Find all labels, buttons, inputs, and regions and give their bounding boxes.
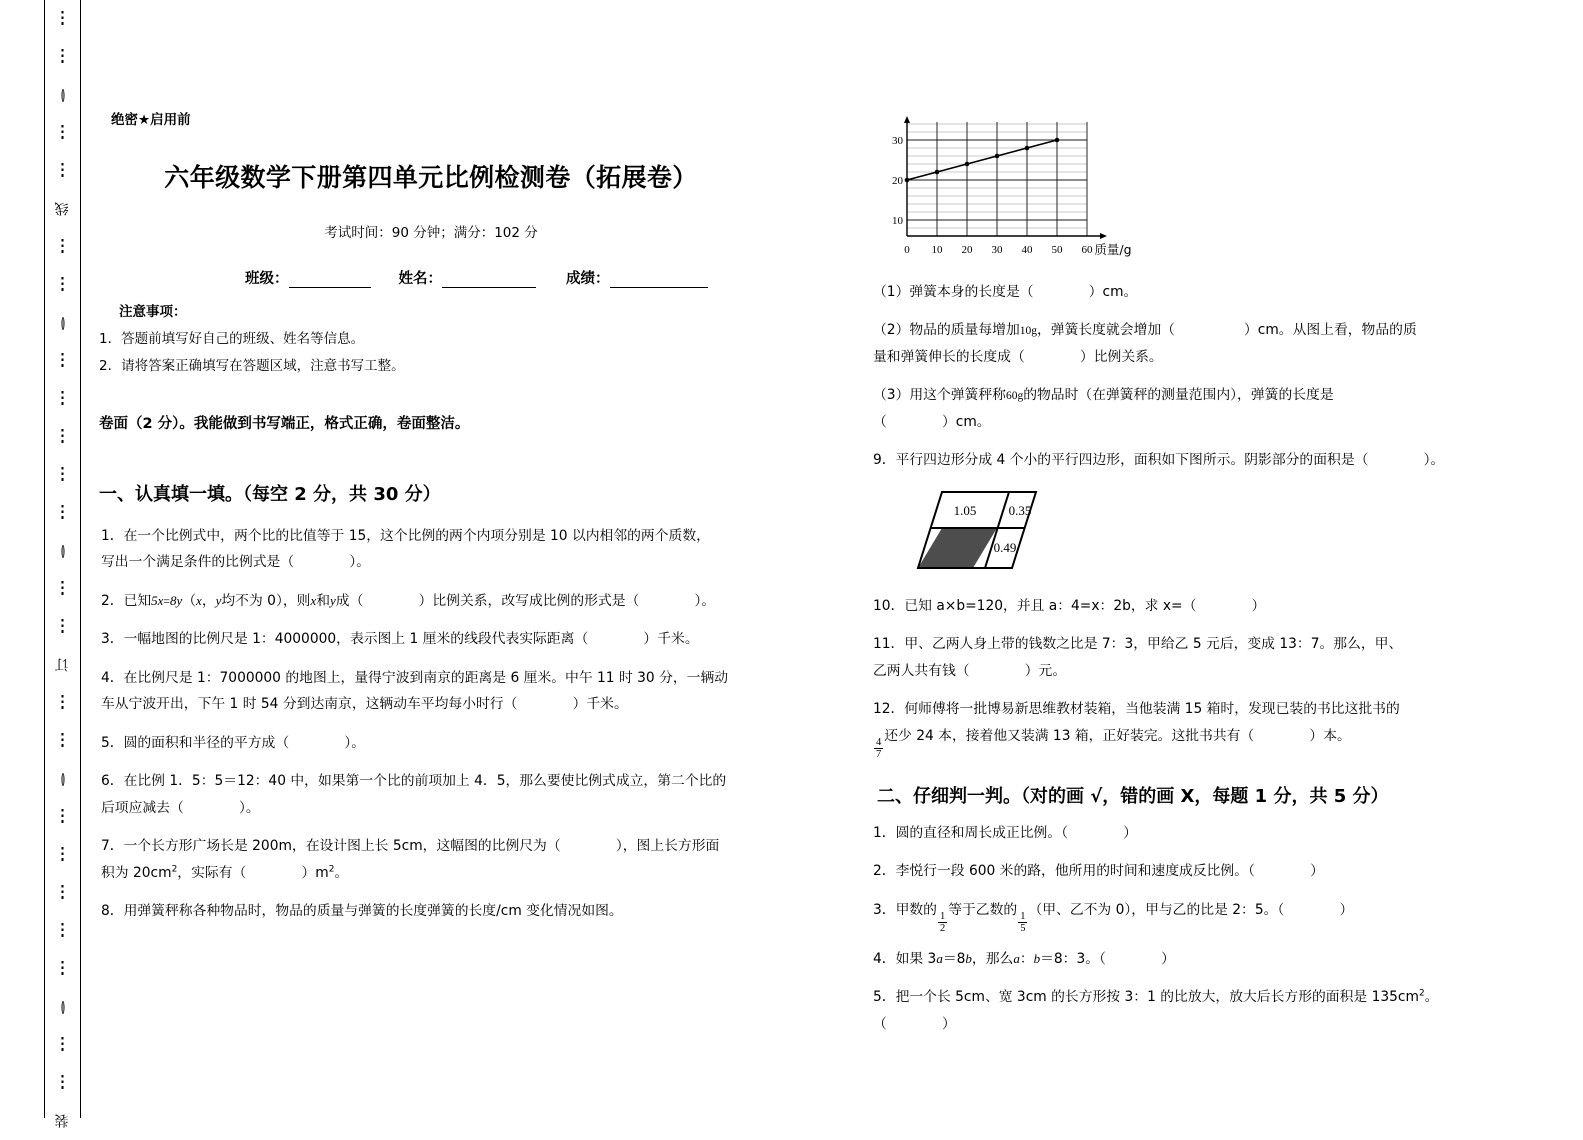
sealing-dots <box>61 733 63 750</box>
truefalse-3-fraction-2 <box>1018 911 1027 934</box>
sealing-dots <box>61 277 63 294</box>
question-7-line-1: 7．一个长方形广场长是 200m，在设计图上长 5cm，这幅图的比例尺为（ ），图上长方形面 <box>101 838 720 855</box>
sealing-dot-slot <box>61 950 64 988</box>
question-2-expr-equals: = <box>163 595 170 608</box>
truefalse-3-fraction-1-denominator: 2 <box>939 922 946 934</box>
score-label: 成绩： <box>566 271 610 287</box>
chart-xtick-20: 20 <box>961 244 973 256</box>
chart-xtick-60: 60 <box>1081 244 1093 256</box>
question-8-2-pre: （2）物品的质量每增加 <box>873 322 1020 339</box>
question-1-line-2: 写出一个满足条件的比例式是（ ）。 <box>101 554 371 571</box>
page-title: 六年级数学下册第四单元比例检测卷（拓展卷） <box>164 163 698 192</box>
sealing-dots <box>61 619 63 636</box>
question-2-var-x2: x <box>310 592 317 608</box>
sealing-circle-slot <box>61 76 64 114</box>
truefalse-3-fraction-2-numerator: 1 <box>1020 910 1026 922</box>
truefalse-3-part-c: （甲、乙不为 0），甲与乙的比是 2：5。（ ） <box>1028 901 1354 918</box>
question-5: 5．圆的面积和半径的平方成（ ）。 <box>101 734 366 751</box>
sealing-dot-slot <box>61 494 64 532</box>
sealing-dots <box>61 809 63 826</box>
sealing-char-slot <box>54 1102 71 1140</box>
question-12-fraction-numerator: 4 <box>876 736 882 748</box>
truefalse-3-fraction-1-numerator: 1 <box>939 910 946 922</box>
truefalse-4-var-a: a <box>936 950 943 966</box>
sealing-dot-slot <box>61 38 64 76</box>
sealing-circle-slot <box>61 532 64 570</box>
question-12 <box>873 696 1501 760</box>
chart-y-arrow <box>904 116 910 123</box>
question-7-sup-2: 2 <box>328 864 335 875</box>
truefalse-4-var-a2: a <box>1013 950 1020 966</box>
name-label: 姓名： <box>398 271 442 287</box>
chart-ytick-20: 20 <box>892 175 903 187</box>
question-4-line-2: 车从宁波开出，下午 1 时 54 分到达南京，这辆动车平均每小时行（ ）千米。 <box>101 696 628 713</box>
sealing-dots <box>61 961 63 978</box>
question-8-3-post: 的物品时（在弹簧秤的测量范围内），弹簧的长度是 <box>1023 387 1334 404</box>
page-columns <box>81 0 1583 1118</box>
chart-data-line <box>907 140 1057 180</box>
chart-xtick-0: 0 <box>904 244 910 256</box>
question-8-part-2 <box>873 317 1501 370</box>
question-1 <box>101 523 801 576</box>
section-2-heading: 二、仔细判一判。（对的画 √，错的画 X，每题 1 分，共 5 分） <box>877 785 1389 807</box>
class-label: 班级： <box>245 271 289 287</box>
question-3: 3．一幅地图的比例尺是 1：4000000，表示图上 1 厘米的线段代表实际距离（ ）千米。 <box>101 631 699 648</box>
question-7 <box>101 833 801 886</box>
question-2-var-x: x <box>196 592 202 608</box>
parallelogram-label-top-right: 0.35 <box>1008 502 1032 518</box>
sealing-dot-slot <box>61 608 64 646</box>
sealing-dots <box>61 125 63 142</box>
sealing-dot-slot <box>61 1064 64 1102</box>
sealing-dots <box>61 49 63 66</box>
question-8-stem: 8．用弹簧秤称各种物品时，物品的质量与弹簧的长度弹簧的长度/cm 变化情况如图。 <box>101 903 623 920</box>
question-2-mid: （ <box>182 592 197 609</box>
question-6-line-1: 6．在比例 1．5：5＝12：40 中，如果第一个比的前项加上 4．5，那么要使比例式成立，第二个比的 <box>101 773 727 790</box>
question-8-2-line2: 量和弹簧伸长的长度成（ ）比例关系。 <box>873 348 1163 365</box>
chart-x-arrow <box>1100 233 1107 239</box>
question-1-line-1: 1．在一个比例式中，两个比的比值等于 15，这个比例的两个内项分别是 10 以内相邻的两个质数， <box>101 528 710 544</box>
sealing-dots <box>61 391 63 408</box>
question-8-3-value: 60g <box>1005 390 1024 403</box>
question-12-fraction-denominator: 7 <box>876 748 882 760</box>
parallelogram-label-top-left: 1.05 <box>953 502 977 518</box>
exam-meta: 考试时间：90 分钟；满分：102 分 <box>324 225 538 241</box>
truefalse-3-part-a: 3．甲数的 <box>873 901 937 918</box>
sealing-circle <box>61 317 64 330</box>
chart-x-tick-labels <box>904 244 1093 256</box>
truefalse-1: 1．圆的直径和周长成正比例。（ ） <box>873 824 1138 841</box>
question-2 <box>101 588 801 614</box>
question-12-fraction <box>874 737 883 760</box>
score-field[interactable] <box>610 272 708 288</box>
question-6-line-2: 后项应减去（ ）。 <box>101 799 260 816</box>
chart-x-axis-label: 质量/g <box>1094 242 1132 257</box>
parallelogram-shaded-cell <box>918 528 997 568</box>
question-11-line-2: 乙两人共有钱（ ）元。 <box>873 662 1067 679</box>
sealing-circle <box>61 89 64 102</box>
chart-xtick-40: 40 <box>1021 244 1033 256</box>
chart-ytick-10: 10 <box>892 215 903 227</box>
section-1-heading: 一、认真填一填。（每空 2 分，共 30 分） <box>99 484 441 505</box>
question-2-mid2: 均不为 0），则 <box>221 592 311 609</box>
sealing-char-slot <box>54 646 71 684</box>
question-2-comma: ， <box>201 592 216 609</box>
question-2-expr-right: 8y <box>169 592 183 608</box>
truefalse-2: 2．李悦行一段 600 米的路，他所用的时间和速度成反比例。（ ） <box>873 863 1324 880</box>
parallelogram-svg <box>887 484 1067 576</box>
sealing-dots <box>61 239 63 256</box>
chart-xtick-30: 30 <box>991 244 1003 256</box>
sealing-dot-slot <box>61 874 64 912</box>
cover-note: 卷面（2 分）。我能做到书写端正，格式正确，卷面整洁。 <box>99 416 470 432</box>
sealing-dots <box>61 505 63 522</box>
sealing-circle-slot <box>61 304 64 342</box>
sealing-dot-slot <box>61 798 64 836</box>
sealing-dot-slot <box>61 1026 64 1064</box>
truefalse-3-fraction-1 <box>938 911 947 934</box>
sealing-dot-slot <box>61 342 64 380</box>
truefalse-3-part-b: 等于乙数的 <box>948 901 1018 918</box>
sealing-dot-slot <box>61 684 64 722</box>
question-8-3-pre: （3）用这个弹簧秤称 <box>873 387 1006 404</box>
right-column <box>801 0 1501 1118</box>
sealing-dot-slot <box>61 228 64 266</box>
sealing-dot-slot <box>61 418 64 456</box>
name-field[interactable] <box>442 272 536 288</box>
sealing-dot-slot <box>61 266 64 304</box>
question-12-line-2: 还少 24 本，接着他又装满 13 箱，正好装完。这批书共有（ ）本。 <box>884 727 1351 744</box>
question-7-sup-1: 2 <box>171 864 178 875</box>
sealing-dots <box>61 1075 63 1092</box>
sealing-circle-slot <box>61 760 64 798</box>
sealing-circle <box>61 545 64 558</box>
sealing-char: 装 <box>54 1114 71 1128</box>
truefalse-5 <box>873 984 1501 1037</box>
truefalse-4-end: ＝8：3。（ ） <box>1040 950 1175 967</box>
chart-svg <box>887 108 1135 260</box>
truefalse-4-var-b2: b <box>1033 950 1041 966</box>
notice-item-2: 2．请将答案正确填写在答题区域，注意书写工整。 <box>99 358 405 374</box>
question-4-line-1: 4．在比例尺是 1：7000000 的地图上，量得宁波到南京的距离是 6 厘米。中午 11 时 30 分，一辆动 <box>101 669 729 686</box>
truefalse-4-mid: ，那么 <box>971 950 1014 967</box>
sealing-dot-slot <box>61 380 64 418</box>
sealing-margin <box>44 0 81 1128</box>
sealing-dot-slot <box>61 912 64 950</box>
question-2-prefix: 2．已知 <box>101 592 152 609</box>
question-2-var-y2: y <box>330 592 336 608</box>
sealing-char-slot <box>54 190 71 228</box>
chart-gridlines-x <box>937 122 1087 236</box>
question-2-end: 成（ ）比例关系，改写成比例的形式是（ ）。 <box>335 592 716 609</box>
exam-page <box>81 0 1583 1118</box>
sealing-char: 订 <box>54 658 71 672</box>
notice-heading: 注意事项： <box>119 304 187 320</box>
truefalse-4-ratio: ： <box>1019 950 1034 967</box>
truefalse-5-line-1-end: 。 <box>1424 989 1439 1006</box>
sealing-dots <box>61 923 63 940</box>
question-8-part-1: （1）弹簧本身的长度是（ ）cm。 <box>873 284 1138 300</box>
question-6 <box>101 768 801 821</box>
chart-xtick-10: 10 <box>931 244 943 256</box>
class-field[interactable] <box>289 272 371 288</box>
truefalse-5-line-1: 5．把一个长 5cm、宽 3cm 的长方形按 3：1 的比放大，放大后长方形的面积是 135cm <box>873 989 1419 1006</box>
question-2-expr-left: 5x <box>151 592 164 608</box>
question-7-line-2-end: 。 <box>334 864 349 881</box>
sealing-dots <box>61 11 63 28</box>
chart-ytick-30: 30 <box>892 135 903 147</box>
question-4 <box>101 665 801 718</box>
question-11-line-1: 11．甲、乙两人身上带的钱数之比是 7：3，甲给乙 5 元后，变成 13：7。那么，甲、 <box>873 636 1403 653</box>
truefalse-4-prefix: 4．如果 3 <box>873 950 937 967</box>
sealing-dot-slot <box>61 0 64 38</box>
sealing-dash-column <box>54 0 71 1128</box>
sealing-dots <box>61 885 63 902</box>
sealing-dot-slot <box>61 570 64 608</box>
truefalse-5-sup: 2 <box>1418 988 1425 999</box>
confidential-notice: 绝密★启用前 <box>111 112 191 128</box>
truefalse-4-equals: ＝8 <box>942 950 966 967</box>
question-7-line-2-pre: 积为 20cm <box>101 864 172 881</box>
sealing-dot-slot <box>61 114 64 152</box>
sealing-dots <box>61 353 63 370</box>
parallelogram-label-bottom-right: 0.49 <box>993 539 1017 555</box>
question-10: 10．已知 a×b=120，并且 a：4=x：2b，求 x=（ ） <box>873 597 1266 614</box>
question-8-2-value: 10g <box>1019 325 1037 338</box>
sealing-dot-slot <box>61 456 64 494</box>
left-column <box>81 0 801 1118</box>
truefalse-5-line-2: （ ） <box>873 1015 956 1032</box>
sealing-dots <box>61 429 63 446</box>
question-7-line-2-post: ，实际有（ ）m <box>177 864 329 881</box>
truefalse-4-var-b: b <box>965 950 972 966</box>
parallelogram-figure <box>887 484 1501 581</box>
sealing-dots <box>61 847 63 864</box>
question-11 <box>873 631 1501 684</box>
sealing-dots <box>61 1037 63 1054</box>
sealing-char: 线 <box>54 202 71 216</box>
question-12-line-1: 12．何师傅将一批博易新思维教材装箱，当他装满 15 箱时，发现已装的书比这批书的 <box>873 701 1400 718</box>
chart-xtick-50: 50 <box>1051 244 1063 256</box>
truefalse-3-fraction-2-denominator: 5 <box>1020 922 1026 934</box>
truefalse-3 <box>873 897 1501 934</box>
chart-y-tick-labels <box>892 135 904 227</box>
sealing-circle-slot <box>61 988 64 1026</box>
question-2-var-y: y <box>215 592 222 608</box>
sealing-circle <box>61 773 64 786</box>
sealing-dot-slot <box>61 836 64 874</box>
notice-item-1: 1．答题前填写好自己的班级、姓名等信息。 <box>99 331 365 347</box>
sealing-circle <box>61 1001 64 1014</box>
chart-axes <box>907 122 1101 236</box>
question-2-and: 和 <box>316 592 331 609</box>
spring-length-chart <box>887 108 1501 265</box>
truefalse-4 <box>873 946 1501 972</box>
sealing-dots <box>61 581 63 598</box>
question-9-stem: 9．平行四边形分成 4 个小的平行四边形，面积如下图所示。阴影部分的面积是（ ）。 <box>873 452 1445 469</box>
question-8-3-line2: （ ）cm。 <box>873 413 991 430</box>
sealing-dots <box>61 467 63 484</box>
sealing-dots <box>61 695 63 712</box>
sealing-dots <box>61 163 63 180</box>
question-8-part-3 <box>873 382 1501 435</box>
sealing-dot-slot <box>61 152 64 190</box>
question-8-2-post: ，弹簧长度就会增加（ ）cm。从图上看，物品的质 <box>1037 322 1417 339</box>
sealing-dot-slot <box>61 722 64 760</box>
student-id-line <box>95 267 801 288</box>
